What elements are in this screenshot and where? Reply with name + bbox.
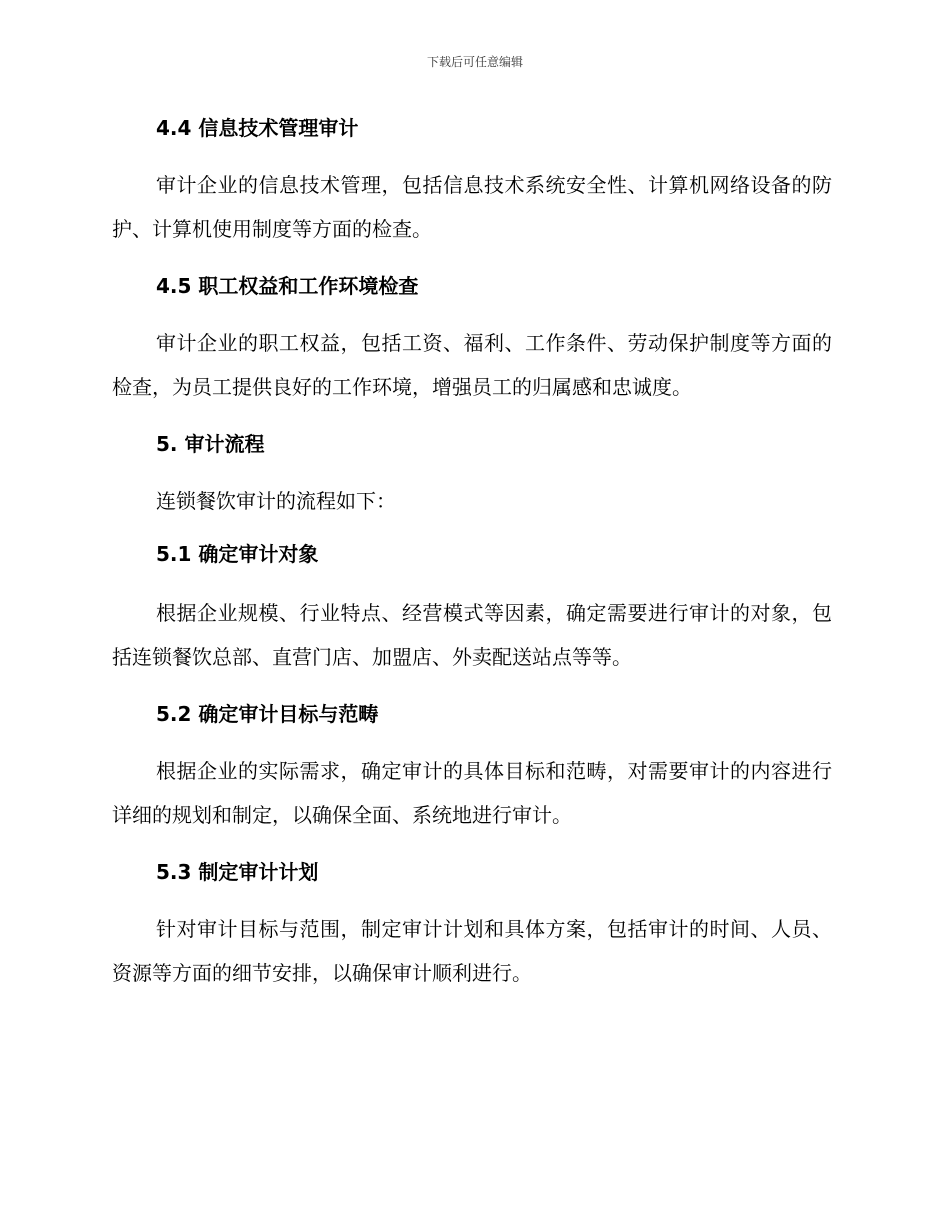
section-heading-5-3: 5.3 制定审计计划 bbox=[156, 860, 319, 884]
page-header: 下载后可任意编辑 bbox=[426, 55, 523, 69]
section-paragraph-5-3: 针对审计目标与范围，制定审计计划和具体方案，包括审计的时间、人员、资源等方面的细节安排，以确保审计顺利进行。 bbox=[112, 917, 832, 985]
section-heading-5-1: 5.1 确定审计对象 bbox=[156, 542, 319, 566]
section-paragraph-5: 连锁餐饮审计的流程如下： bbox=[156, 489, 396, 513]
section-paragraph-5-2: 根据企业的实际需求，确定审计的具体目标和范畴，对需要审计的内容进行详细的规划和制定，以确保全面、系统地进行审计。 bbox=[112, 759, 832, 827]
section-paragraph-5-1: 根据企业规模、行业特点、经营模式等因素，确定需要进行审计的对象，包括连锁餐饮总部、直营门店、加盟店、外卖配送站点等等。 bbox=[112, 601, 832, 669]
section-heading-4-4: 4.4 信息技术管理审计 bbox=[156, 116, 359, 140]
section-heading-5-2: 5.2 确定审计目标与范畴 bbox=[156, 702, 379, 726]
document-body bbox=[112, 112, 832, 995]
section-paragraph-4-4: 审计企业的信息技术管理，包括信息技术系统安全性、计算机网络设备的防护、计算机使用制度等方面的检查。 bbox=[112, 173, 832, 241]
section-heading-5: 5. 审计流程 bbox=[156, 432, 265, 456]
section-heading-4-5: 4.5 职工权益和工作环境检查 bbox=[156, 274, 419, 298]
section-paragraph-4-5: 审计企业的职工权益，包括工资、福利、工作条件、劳动保护制度等方面的检查，为员工提供良好的工作环境，增强员工的归属感和忠诚度。 bbox=[112, 331, 832, 399]
